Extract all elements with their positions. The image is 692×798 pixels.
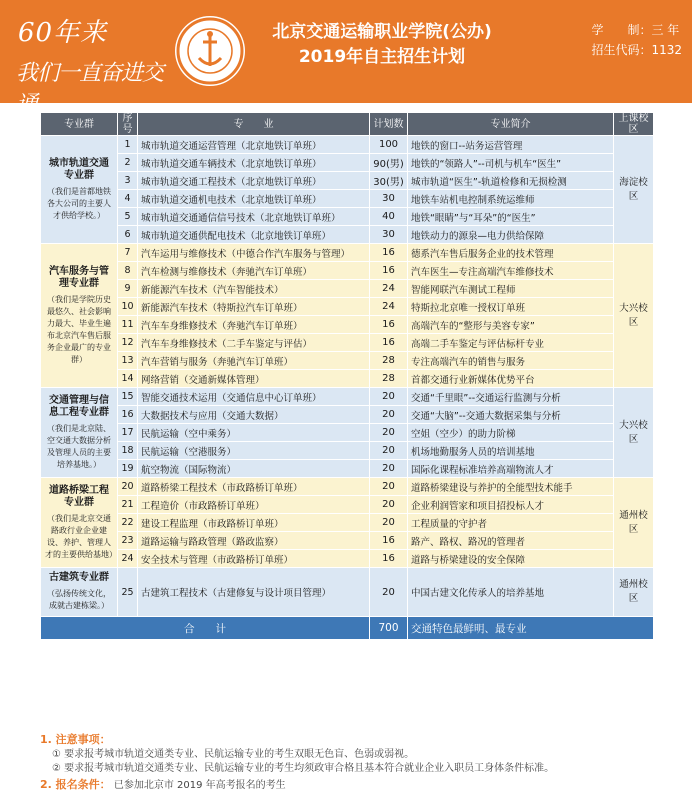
table-row [41,388,654,406]
table-row [41,280,654,298]
group-title: 汽车服务与管理专业群 [49,265,109,289]
row-count: 30 [370,190,408,208]
total-intro: 交通特色最鲜明、最专业 [408,617,654,640]
row-count: 24 [370,298,408,316]
group-title: 古建筑专业群 [49,572,109,583]
group-cell [41,568,118,617]
table-row [41,226,654,244]
table-row [41,550,654,568]
row-count: 40 [370,208,408,226]
plan-table-wrapper [40,112,653,640]
row-count: 20 [370,478,408,496]
group-desc: （弘扬传统文化，成就古建栋梁。） [47,589,111,610]
row-intro: 工程质量的守护者 [408,514,614,532]
row-intro: 地铁车站机电控制系统运维师 [408,190,614,208]
row-count: 16 [370,532,408,550]
group-cell [41,136,118,244]
group-cell [41,388,118,478]
row-intro: 城市轨道“医生”-轨道检修和无损检测 [408,172,614,190]
row-intro: 专注高端汽车的销售与服务 [408,352,614,370]
table-row [41,352,654,370]
row-no: 5 [118,208,138,226]
row-intro: 地铁的窗口--站务运营管理 [408,136,614,154]
table-row [41,532,654,550]
table-row [41,568,654,617]
row-no: 6 [118,226,138,244]
row-no: 22 [118,514,138,532]
row-major: 城市轨道交通通信信号技术（北京地铁订单班） [138,208,370,226]
row-count: 30(男) [370,172,408,190]
group-desc: （我们是首都地铁各大公司的主要人才供给学校。） [47,186,111,220]
row-major: 新能源汽车技术（特斯拉汽车订单班） [138,298,370,316]
row-no: 18 [118,442,138,460]
table-row [41,460,654,478]
row-no: 7 [118,244,138,262]
row-major: 汽车检测与维修技术（奔驰汽车订单班） [138,262,370,280]
row-count: 20 [370,460,408,478]
group-title: 城市轨道交通专业群 [49,157,109,181]
table-row [41,406,654,424]
table-row [41,208,654,226]
row-intro: 道路桥梁建设与养护的全能型技术能手 [408,478,614,496]
table-row [41,136,654,154]
campus-cell: 通州校区 [614,568,654,617]
row-intro: 交通“千里眼”--交通运行监测与分析 [408,388,614,406]
row-intro: 智能网联汽车测试工程师 [408,280,614,298]
row-major: 民航运输（空港服务） [138,442,370,460]
row-count: 16 [370,550,408,568]
row-major: 民航运输（空中乘务） [138,424,370,442]
row-major: 道路桥梁工程技术（市政路桥订单班） [138,478,370,496]
slogan-handwriting [8,6,168,117]
group-desc: （我们是北京交通路政行业企业建设、养护、管理人才的主要供给基地） [45,513,117,559]
row-count: 16 [370,334,408,352]
campus-cell: 大兴校区 [614,388,654,478]
col-header-no: 序号 [118,113,138,136]
row-major: 汽车营销与服务（奔驰汽车订单班） [138,352,370,370]
row-major: 城市轨道交通车辆技术（北京地铁订单班） [138,154,370,172]
row-no: 24 [118,550,138,568]
row-count: 20 [370,568,408,617]
table-header-row [41,113,654,136]
row-intro: 特斯拉北京唯一授权订单班 [408,298,614,316]
row-no: 11 [118,316,138,334]
row-count: 28 [370,352,408,370]
conditions-title: 2. 报名条件： [40,778,111,791]
header-banner [0,0,692,117]
row-major: 城市轨道交通工程技术（北京地铁订单班） [138,172,370,190]
row-count: 16 [370,244,408,262]
total-count: 700 [370,617,408,640]
col-header-count: 计划数 [370,113,408,136]
row-major: 城市轨道交通供配电技术（北京地铁订单班） [138,226,370,244]
row-no: 23 [118,532,138,550]
row-major: 智能交通技术运用（交通信息中心订单班） [138,388,370,406]
plan-title: 2019年自主招生计划 [298,47,466,67]
campus-cell: 通州校区 [614,478,654,568]
col-header-group: 专业群 [41,113,118,136]
row-intro: 中国古建文化传承人的培养基地 [408,568,614,617]
row-intro: 地铁“眼睛”与“耳朵”的“医生” [408,208,614,226]
table-row [41,298,654,316]
campus-cell: 海淀校区 [614,136,654,244]
table-row [41,172,654,190]
conditions-text: 已参加北京市 2019 年高考报名的考生 [113,780,286,791]
row-intro: 路产、路权、路况的管理者 [408,532,614,550]
row-no: 25 [118,568,138,617]
notes-section [40,732,680,793]
table-row [41,496,654,514]
row-intro: 德系汽车售后服务企业的技术管理 [408,244,614,262]
row-count: 16 [370,262,408,280]
col-header-campus: 上课校区 [614,113,654,136]
row-major: 工程造价（市政路桥订单班） [138,496,370,514]
table-row [41,262,654,280]
row-major: 城市轨道交通机电技术（北京地铁订单班） [138,190,370,208]
row-intro: 地铁的“领路人”--司机与机车“医生” [408,154,614,172]
row-no: 13 [118,352,138,370]
row-intro: 国际化课程标准培养高端物流人才 [408,460,614,478]
row-major: 航空物流（国际物流） [138,460,370,478]
row-major: 古建筑工程技术（古建修复与设计项目管理） [138,568,370,617]
row-count: 20 [370,388,408,406]
row-no: 15 [118,388,138,406]
table-row [41,154,654,172]
row-major: 大数据技术与应用（交通大数据） [138,406,370,424]
table-row [41,478,654,496]
school-title: 北京交通运输职业学院(公办) [272,22,492,42]
row-no: 19 [118,460,138,478]
row-no: 17 [118,424,138,442]
table-row [41,370,654,388]
row-no: 16 [118,406,138,424]
total-row [41,617,654,640]
duration-text: 学 制：三 年 [591,23,680,37]
row-major: 网络营销（交通新媒体管理） [138,370,370,388]
row-no: 10 [118,298,138,316]
row-count: 20 [370,442,408,460]
row-intro: 地铁动力的源泉—电力供给保障 [408,226,614,244]
row-no: 14 [118,370,138,388]
table-row [41,514,654,532]
row-no: 9 [118,280,138,298]
group-cell [41,244,118,388]
row-count: 100 [370,136,408,154]
col-header-major: 专 业 [138,113,370,136]
row-no: 20 [118,478,138,496]
table-row [41,316,654,334]
header-meta [591,20,682,60]
group-cell [41,478,118,568]
total-label: 合 计 [41,617,370,640]
row-count: 20 [370,424,408,442]
group-desc: （我们是学院历史最悠久、社会影响力最大、毕业生遍布北京汽车售后服务企业最广的专业群） [47,294,111,364]
col-header-intro: 专业简介 [408,113,614,136]
group-title: 交通管理与信息工程专业群 [49,394,109,418]
row-count: 24 [370,280,408,298]
row-intro: 空姐（空少）的助力阶梯 [408,424,614,442]
enrollment-table [40,112,654,640]
notes-item-2: ② 要求报考城市轨道交通类专业、民航运输专业的考生均须政审合格且基本符合就业企业入职员工身体条件标准。 [52,763,555,774]
row-no: 3 [118,172,138,190]
row-intro: 机场地勤服务人员的培训基地 [408,442,614,460]
row-count: 28 [370,370,408,388]
row-count: 20 [370,496,408,514]
row-major: 汽车车身维修技术（奔驰汽车订单班） [138,316,370,334]
row-intro: 企业利润管家和项目招投标人才 [408,496,614,514]
row-major: 新能源汽车技术（汽车智能技术） [138,280,370,298]
slogan-line1: 60年来 [18,18,108,48]
table-row [41,190,654,208]
enroll-code-text: 招生代码：1132 [591,43,682,57]
row-intro: 交通“大脑”--交通大数据采集与分析 [408,406,614,424]
row-no: 21 [118,496,138,514]
table-row [41,334,654,352]
table-body [41,136,654,640]
table-row [41,244,654,262]
row-major: 安全技术与管理（市政路桥订单班） [138,550,370,568]
row-intro: 高端二手车鉴定与评估标杆专业 [408,334,614,352]
row-major: 汽车车身维修技术（二手车鉴定与评估） [138,334,370,352]
row-intro: 首都交通行业新媒体优势平台 [408,370,614,388]
row-intro: 道路与桥梁建设的安全保障 [408,550,614,568]
row-no: 1 [118,136,138,154]
group-title: 道路桥梁工程专业群 [49,484,109,508]
table-row [41,442,654,460]
row-no: 12 [118,334,138,352]
row-intro: 高端汽车的“整形与美容专家” [408,316,614,334]
slogan-line2: 我们一直奋进交通 [16,61,164,117]
row-intro: 汽车医生—专注高端汽车维修技术 [408,262,614,280]
notes-title: 1. 注意事项： [40,733,111,746]
row-major: 汽车运用与维修技术（中德合作汽车服务与管理） [138,244,370,262]
row-count: 90(男) [370,154,408,172]
row-no: 2 [118,154,138,172]
row-major: 城市轨道交通运营管理（北京地铁订单班） [138,136,370,154]
row-no: 4 [118,190,138,208]
row-major: 建设工程监理（市政路桥订单班） [138,514,370,532]
header-titles [262,20,502,70]
row-count: 30 [370,226,408,244]
row-count: 20 [370,406,408,424]
conditions-line [40,776,680,793]
campus-cell: 大兴校区 [614,244,654,388]
row-count: 16 [370,316,408,334]
school-seal-icon [175,16,245,86]
row-no: 8 [118,262,138,280]
row-count: 20 [370,514,408,532]
table-row [41,424,654,442]
group-desc: （我们是北京陆、空交通大数据分析及管理人员的主要培养基地。） [47,423,111,469]
notes-item-1: ① 要求报考城市轨道交通类专业、民航运输专业的考生双眼无色盲、色弱或弱视。 [52,749,415,760]
row-major: 道路运输与路政管理（路政监察） [138,532,370,550]
